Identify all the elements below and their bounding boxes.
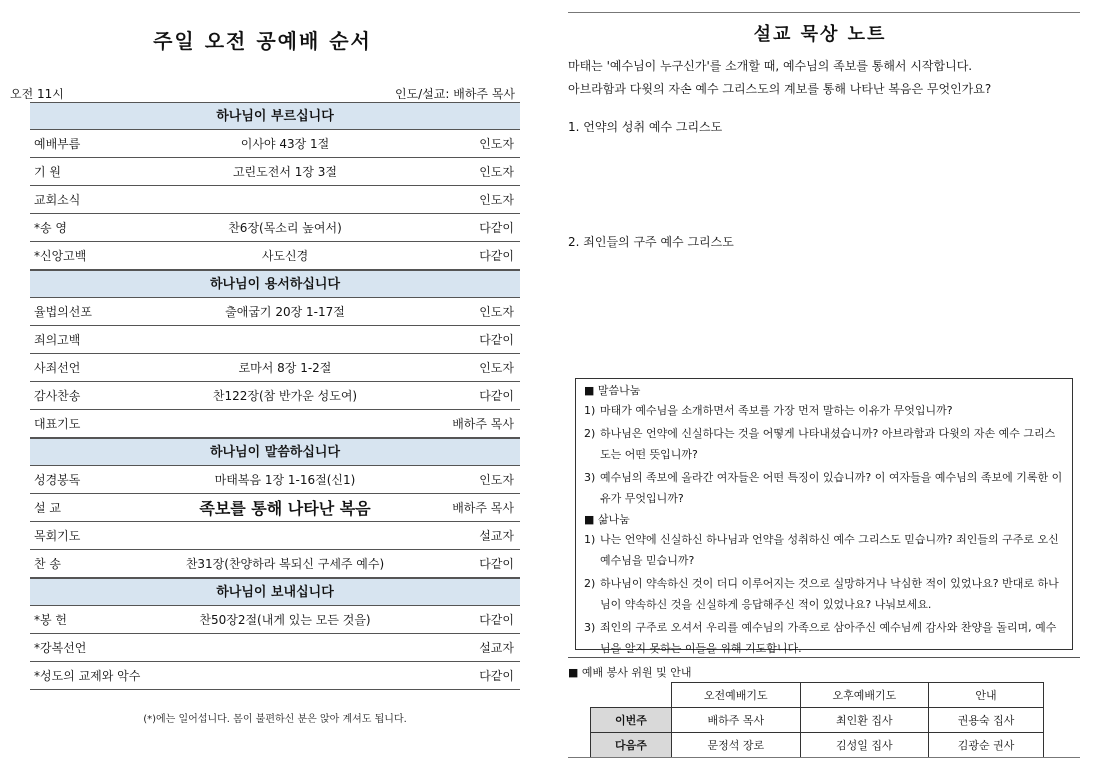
order-item-leader: 인도자 [479,361,514,375]
table-row [30,214,520,242]
list-item [584,573,1064,615]
order-item-leader: 다같이 [479,221,514,235]
top-divider [568,12,1080,13]
list-text: 예수님의 족보에 올라간 여자들은 어떤 특징이 있습니까? 이 여자들을 예수님의 족보에 기록한 이유가 무엇입니까? [600,471,1063,505]
order-item-leader: 설교자 [479,529,514,543]
order-item-name: 기 원 [34,165,61,179]
table-row [30,354,520,382]
order-item-leader: 다같이 [479,389,514,403]
table-row [30,550,520,578]
sermon-point-1: 1. 언약의 성취 예수 그리스도 [568,120,723,134]
order-item-name: 감사찬송 [34,389,81,403]
list-item [584,400,1064,421]
order-item-name: *강복선언 [34,641,87,655]
order-item-detail: 찬122장(참 반가운 성도여) [212,389,358,403]
row-label: 다음주 [591,733,672,758]
order-item-detail: 찬31장(찬양하라 복되신 구세주 예수) [185,557,385,571]
sermon-point-2: 2. 죄인들의 구주 예수 그리스도 [568,235,734,249]
order-item-leader: 배하주 목사 [452,417,514,431]
order-item-leader: 다같이 [479,557,514,571]
section-heading: 하나님이 용서하십니다 [30,270,520,298]
service-leader: 인도/설교: 배하주 목사 [394,87,515,101]
service-heading: ■ 예배 봉사 위원 및 안내 [568,666,692,679]
order-item-name: *신앙고백 [34,249,87,263]
order-item-leader: 인도자 [479,193,514,207]
page-title: 주일 오전 공예배 순서 [153,29,372,53]
list-text: 하나님은 언약에 신실하다는 것을 어떻게 나타내셨습니까? 아브라함과 다윗의 자손 예수 그리스도는 어떤 뜻입니까? [600,427,1056,461]
order-item-detail: 고린도전서 1장 3절 [232,165,338,179]
order-item-name: 사죄선언 [34,361,81,375]
worship-order-table [30,102,520,690]
col-pm-prayer: 오후예배기도 [800,683,929,708]
section-heading: 하나님이 보내십니다 [30,578,520,606]
order-item-name: 율법의선포 [34,305,92,319]
list-text: 마태가 예수님을 소개하면서 족보를 가장 먼저 말하는 이유가 무엇입니까? [600,404,953,417]
list-number: 1) [584,404,596,417]
list-text: 나는 언약에 신실하신 하나님과 언약을 성취하신 예수 그리스도 믿습니까? 죄인들의 구주로 오신 예수님을 믿습니까? [600,533,1059,567]
service-table [590,682,1044,758]
order-item-detail: 마태복음 1장 1-16절(신1) [214,473,356,487]
bottom-divider [568,757,1080,758]
order-item-leader: 다같이 [479,249,514,263]
guide-cell: 김광순 권사 [929,733,1044,758]
order-item-name: *성도의 교제와 악수 [34,669,141,683]
section-divider [568,657,1080,658]
table-row [30,662,520,690]
table-row [30,410,520,438]
order-item-name: *송 영 [34,221,67,235]
intro-line-2: 아브라함과 다윗의 자손 예수 그리스도의 계보를 통해 나타난 복음은 무엇인가요? [568,82,992,96]
table-row [30,634,520,662]
table-row [30,242,520,270]
life-sharing-list [584,529,1064,659]
order-item-name: 죄의고백 [34,333,81,347]
order-item-detail: 사도신경 [261,249,309,263]
order-item-leader: 다같이 [479,613,514,627]
list-number: 3) [584,471,596,484]
list-number: 2) [584,577,596,590]
order-item-leader: 인도자 [479,137,514,151]
am-prayer-cell: 문정석 장로 [672,733,801,758]
blank-header-cell [591,683,672,708]
table-row [30,606,520,634]
order-item-leader: 인도자 [479,305,514,319]
intro-line-1: 마태는 '예수님이 누구신가'를 소개할 때, 예수님의 족보를 통해서 시작합니다. [568,59,973,73]
table-row [30,466,520,494]
col-am-prayer: 오전예배기도 [672,683,801,708]
word-sharing-list [584,400,1064,509]
order-item-detail: 출애굽기 20장 1-17절 [225,305,345,319]
table-row [30,158,520,186]
footnote: (*)에는 일어섭니다. 몸이 불편하신 분은 앉아 계셔도 됩니다. [143,714,407,725]
order-item-leader: 다같이 [479,333,514,347]
list-item [584,529,1064,571]
discussion-box [575,378,1073,655]
order-item-leader: 배하주 목사 [452,501,514,515]
table-row [30,382,520,410]
service-table-header [591,683,1044,708]
order-item-name: *봉 헌 [34,613,67,627]
list-number: 1) [584,533,596,546]
list-text: 죄인의 구주로 오셔서 우리를 예수님의 가족으로 삼아주신 예수님께 감사와 찬양을 돌리며, 예수님을 알지 못하는 이들을 위해 기도합니다. [600,621,1057,655]
list-item [584,423,1064,465]
order-item-leader: 다같이 [479,669,514,683]
table-row [591,708,1044,733]
pm-prayer-cell: 최인환 집사 [800,708,929,733]
table-row [30,326,520,354]
section-heading: 하나님이 부르십니다 [30,102,520,130]
order-item-name: 대표기도 [34,417,81,431]
list-number: 2) [584,427,596,440]
order-item-leader: 인도자 [479,165,514,179]
order-item-name: 목회기도 [34,529,81,543]
order-item-detail: 찬6장(목소리 높여서) [228,221,342,235]
service-time: 오전 11시 [10,87,64,101]
am-prayer-cell: 배하주 목사 [672,708,801,733]
list-item [584,617,1064,659]
order-item-name: 교회소식 [34,193,81,207]
pm-prayer-cell: 김성일 집사 [800,733,929,758]
table-row [591,733,1044,758]
order-item-name: 예배부름 [34,137,81,151]
table-row [30,494,520,522]
list-number: 3) [584,621,596,634]
row-label: 이번주 [591,708,672,733]
note-intro [568,55,1088,101]
list-text: 하나님이 약속하신 것이 더디 이루어지는 것으로 실망하거나 낙심한 적이 있었나요? 반대로 하나님이 약속하신 것을 신실하게 응답해주신 적이 있었나요? 나눠보세요. [600,577,1059,611]
order-item-leader: 설교자 [479,641,514,655]
order-item-name: 찬 송 [34,557,61,571]
order-item-name: 설 교 [34,501,61,515]
table-row [30,130,520,158]
col-guide: 안내 [929,683,1044,708]
table-row [30,298,520,326]
order-item-detail: 이사야 43장 1절 [240,137,330,151]
table-row [30,522,520,550]
list-item [584,467,1064,509]
table-row [30,186,520,214]
order-item-detail: 로마서 8장 1-2절 [238,361,332,375]
guide-cell: 권용숙 집사 [929,708,1044,733]
order-item-detail: 족보를 통해 나타난 복음 [199,499,371,518]
order-item-name: 성경봉독 [34,473,81,487]
word-sharing-heading: ■ 말씀나눔 [584,384,641,397]
order-item-leader: 인도자 [479,473,514,487]
order-item-detail: 찬50장2절(내게 있는 모든 것을) [199,613,371,627]
life-sharing-heading: ■ 삶나눔 [584,513,630,526]
note-title: 설교 묵상 노트 [753,24,887,45]
section-heading: 하나님이 말씀하십니다 [30,438,520,466]
